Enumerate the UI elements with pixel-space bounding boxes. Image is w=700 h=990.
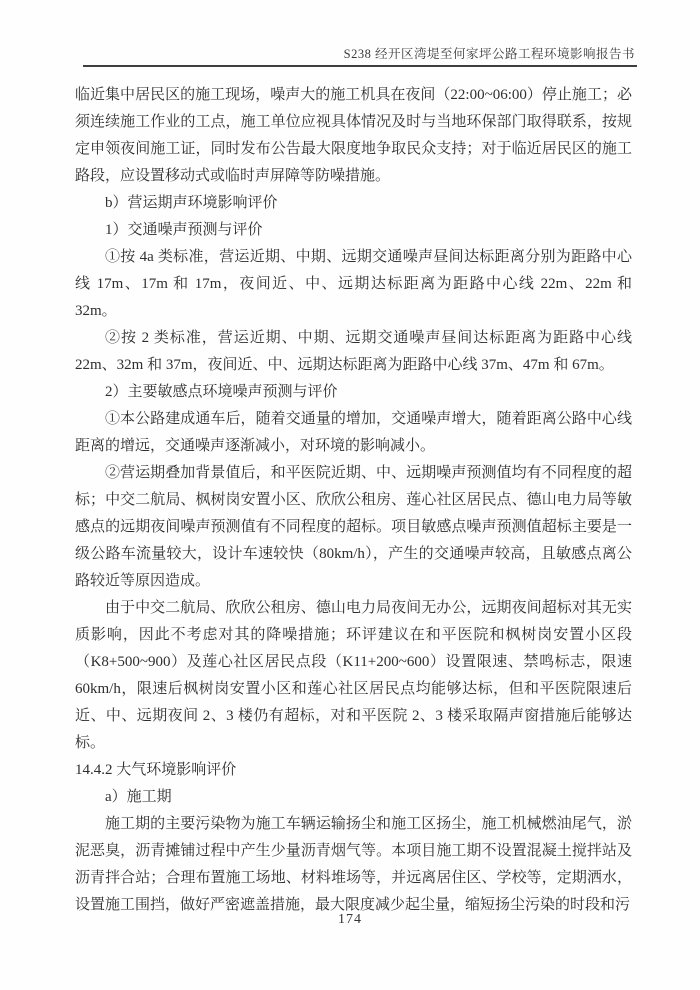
paragraph: 临近集中居民区的施工现场，噪声大的施工机具在夜间（22:00~06:00）停止施工；必须连续施工作业的工点，施工单位应视具体情况及时与当地环保部门取得联系，按规定申领夜间施工证，同时发布公告最大限度地争取民众支持；对于临近居民区的施工路段，应设置移动式或临时声屏障等防噪措施。	[75, 87, 632, 184]
page-header	[83, 44, 637, 67]
section-heading: 14.4.2 大气环境影响评价	[75, 762, 237, 778]
page-number: 174	[338, 912, 362, 927]
paragraph: ②按 2 类标准，营运近期、中期、远期交通噪声昼间达标距离为距路中心线 22m、32m 和 37m，夜间近、中、远期达标距离为距路中心线 37m、47m 和 67m。	[75, 330, 632, 373]
document-body	[75, 82, 632, 919]
paragraph: 1）交通噪声预测与评价	[105, 222, 263, 238]
running-header-title: S238 经开区湾堤至何家坪公路工程环境影响报告书	[343, 47, 635, 61]
header-rule	[83, 65, 637, 67]
paragraph: 由于中交二航局、欣欣公租房、德山电力局夜间无办公，远期夜间超标对其无实质影响，因此不考虑对其的降噪措施；环评建议在和平医院和枫树岗安置小区段（K8+500~900）及莲心社区居民点段（K11+200~600）设置限速、禁鸣标志，限速 60km/h，限速后枫树岗安置小区和莲心社区居民点均能够达标，但和平医院限速后近、中、远期夜间 2、3 楼仍有超标，对和平医院 2、3 楼采取隔声窗措施后能够达标。	[75, 600, 632, 751]
paragraph: 2）主要敏感点环境噪声预测与评价	[105, 384, 338, 400]
paragraph: b）营运期声环境影响评价	[105, 195, 278, 211]
paragraph: ②营运期叠加背景值后，和平医院近期、中、远期噪声预测值均有不同程度的超标；中交二航局、枫树岗安置小区、欣欣公租房、莲心社区居民点、德山电力局等敏感点的远期夜间噪声预测值有不同程度的超标。项目敏感点噪声预测值超标主要是一级公路车流量较大，设计车速较快（80km/h），产生的交通噪声较高，且敏感点离公路较近等原因造成。	[75, 465, 632, 589]
paragraph: ①本公路建成通车后，随着交通量的增加，交通噪声增大，随着距离公路中心线距离的增远，交通噪声逐渐减小，对环境的影响减小。	[75, 411, 632, 454]
paragraph: 施工期的主要污染物为施工车辆运输扬尘和施工区扬尘，施工机械燃油尾气，淤泥恶臭，沥青摊铺过程中产生少量沥青烟气等。本项目施工期不设置混凝土搅拌站及沥青拌合站；合理布置施工场地、材料堆场等，并远离居住区、学校等，定期洒水，设置施工围挡，做好严密遮盖措施，最大限度减少起尘量，缩短扬尘污染的时段和污	[75, 816, 632, 913]
paragraph: a）施工期	[105, 789, 172, 805]
paragraph: ①按 4a 类标准，营运近期、中期、远期交通噪声昼间达标距离分别为距路中心线 17m、17m 和 17m，夜间近、中、远期达标距离为距路中心线 22m、22m 和 32m。	[75, 249, 632, 319]
page-footer	[0, 910, 700, 928]
